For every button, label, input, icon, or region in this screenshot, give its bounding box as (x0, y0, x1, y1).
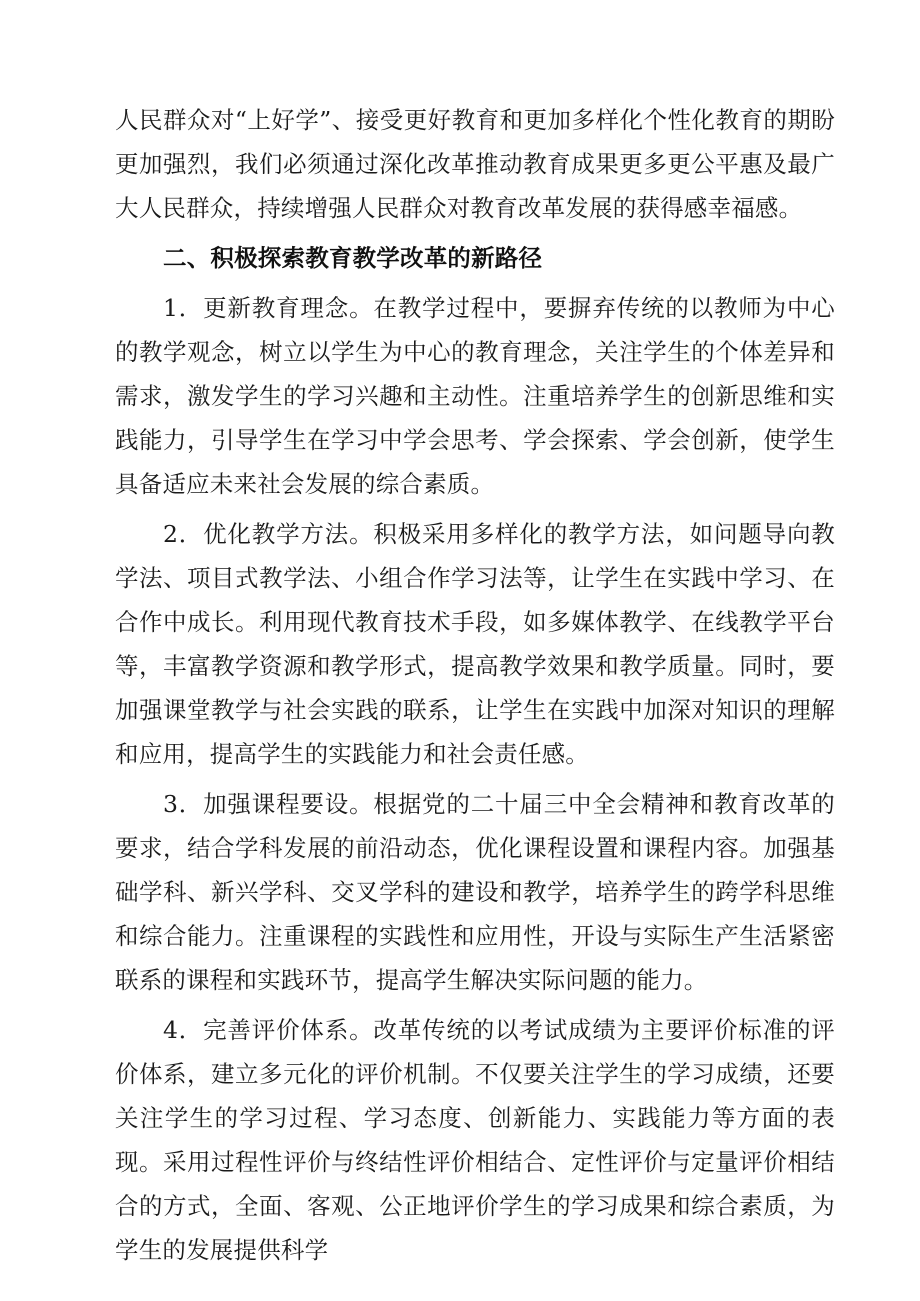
item-2-paragraph: 2．优化教学方法。积极采用多样化的教学方法，如问题导向教学法、项目式教学法、小组合作学习法等，让学生在实践中学习、在合作中成长。利用现代教育技术手段，如多媒体教学、在线教学平台等，丰富教学资源和教学形式，提高教学效果和教学质量。同时，要加强课堂教学与社会实践的联系，让学生在实践中加深对知识的理解和应用，提高学生的实践能力和社会责任感。 (115, 520, 835, 768)
section-heading: 二、积极探索教育教学改革的新路径 (163, 244, 543, 272)
item-3-paragraph: 3．加强课程要设。根据党的二十届三中全会精神和教育改革的要求，结合学科发展的前沿动态，优化课程设置和课程内容。加强基础学科、新兴学科、交叉学科的建设和教学，培养学生的跨学科思维和综合能力。注重课程的实践性和应用性，开设与实际生产生活紧密联系的课程和实践环节，提高学生解决实际问题的能力。 (115, 790, 835, 994)
item-4-paragraph: 4．完善评价体系。改革传统的以考试成绩为主要评价标准的评价体系，建立多元化的评价机制。不仅要关注学生的学习成绩，还要关注学生的学习过程、学习态度、创新能力、实践能力等方面的表现。采用过程性评价与终结性评价相结合、定性评价与定量评价相结合的方式，全面、客观、公正地评价学生的学习成果和综合素质，为学生的发展提供科学 (115, 1016, 835, 1264)
intro-continued-paragraph: 人民群众对“上好学”、接受更好教育和更加多样化个性化教育的期盼更加强烈，我们必须通过深化改革推动教育成果更多更公平惠及最广大人民群众，持续增强人民群众对教育改革发展的获得感幸福感。 (115, 106, 835, 222)
document-body (115, 98, 835, 1278)
item-1-paragraph: 1．更新教育理念。在教学过程中，要摒弃传统的以教师为中心的教学观念，树立以学生为中心的教育理念，关注学生的个体差异和需求，激发学生的学习兴趣和主动性。注重培养学生的创新思维和实践能力，引导学生在学习中学会思考、学会探索、学会创新，使学生具备适应未来社会发展的综合素质。 (115, 294, 835, 498)
